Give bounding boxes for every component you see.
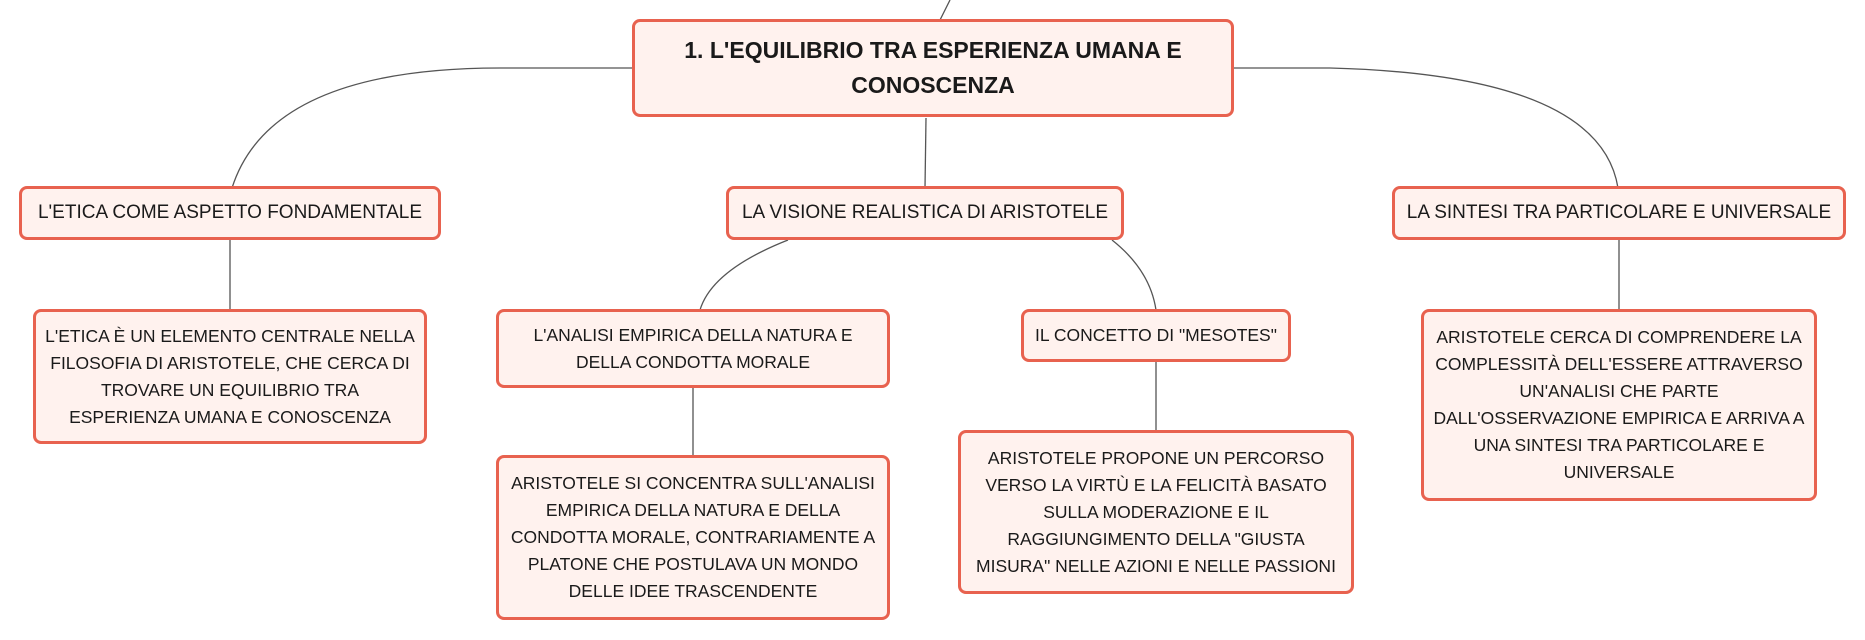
- subtopic-mesotes[interactable]: [1021, 309, 1291, 362]
- topic-synthesis-detail[interactable]: [1421, 309, 1817, 501]
- connector-root-to-ethics: [232, 68, 633, 188]
- topic-ethics[interactable]: [19, 186, 441, 240]
- subtopic-empirical-analysis-detail-text: ARISTOTELE SI CONCENTRA SULL'ANALISI EMPIRICA DELLA NATURA E DELLA CONDOTTA MORALE, CONTRARIAMENTE A PLATONE CHE POSTULAVA UN MONDO DELLE IDEE TRASCENDENTE: [510, 473, 876, 601]
- root-topic[interactable]: [632, 19, 1234, 117]
- subtopic-mesotes-label: IL CONCETTO DI "MESOTES": [1035, 325, 1277, 345]
- connector-vision-to-mesotes: [1112, 240, 1156, 310]
- topic-synthesis[interactable]: [1392, 186, 1846, 240]
- connector-vision-to-empirical: [700, 240, 788, 310]
- topic-ethics-detail[interactable]: [33, 309, 427, 444]
- subtopic-mesotes-detail[interactable]: [958, 430, 1354, 594]
- connector-root-to-vision: [925, 118, 926, 188]
- root-topic-title: 1. L'EQUILIBRIO TRA ESPERIENZA UMANA E CONOSCENZA: [684, 37, 1182, 98]
- subtopic-empirical-analysis[interactable]: [496, 309, 890, 388]
- topic-synthesis-label: LA SINTESI TRA PARTICOLARE E UNIVERSALE: [1406, 202, 1832, 223]
- topic-ethics-detail-text: L'ETICA È UN ELEMENTO CENTRALE NELLA FILOSOFIA DI ARISTOTELE, CHE CERCA DI TROVARE UN EQUILIBRIO TRA ESPERIENZA UMANA E CONOSCENZA: [45, 325, 415, 427]
- topic-synthesis-detail-text: ARISTOTELE CERCA DI COMPRENDERE LA COMPLESSITÀ DELL'ESSERE ATTRAVERSO UN'ANALISI CHE PARTE DALL'OSSERVAZIONE EMPIRICA E ARRIVA A UNA SINTESI TRA PARTICOLARE E UNIVERSALE: [1433, 327, 1805, 482]
- subtopic-mesotes-detail-text: ARISTOTELE PROPONE UN PERCORSO VERSO LA VIRTÙ E LA FELICITÀ BASATO SULLA MODERAZIONE E IL RAGGIUNGIMENTO DELLA "GIUSTA MISURA" NELLE AZIONI E NELLE PASSIONI: [976, 447, 1336, 576]
- connector-parent-to-root: [940, 0, 950, 20]
- topic-ethics-label: L'ETICA COME ASPETTO FONDAMENTALE: [37, 202, 423, 223]
- topic-realistic-vision[interactable]: [726, 186, 1124, 240]
- topic-realistic-vision-label: LA VISIONE REALISTICA DI ARISTOTELE: [741, 202, 1109, 223]
- subtopic-empirical-analysis-detail[interactable]: [496, 455, 890, 620]
- connector-root-to-synthesis: [1234, 68, 1618, 188]
- subtopic-empirical-analysis-label: L'ANALISI EMPIRICA DELLA NATURA E DELLA CONDOTTA MORALE: [533, 324, 853, 372]
